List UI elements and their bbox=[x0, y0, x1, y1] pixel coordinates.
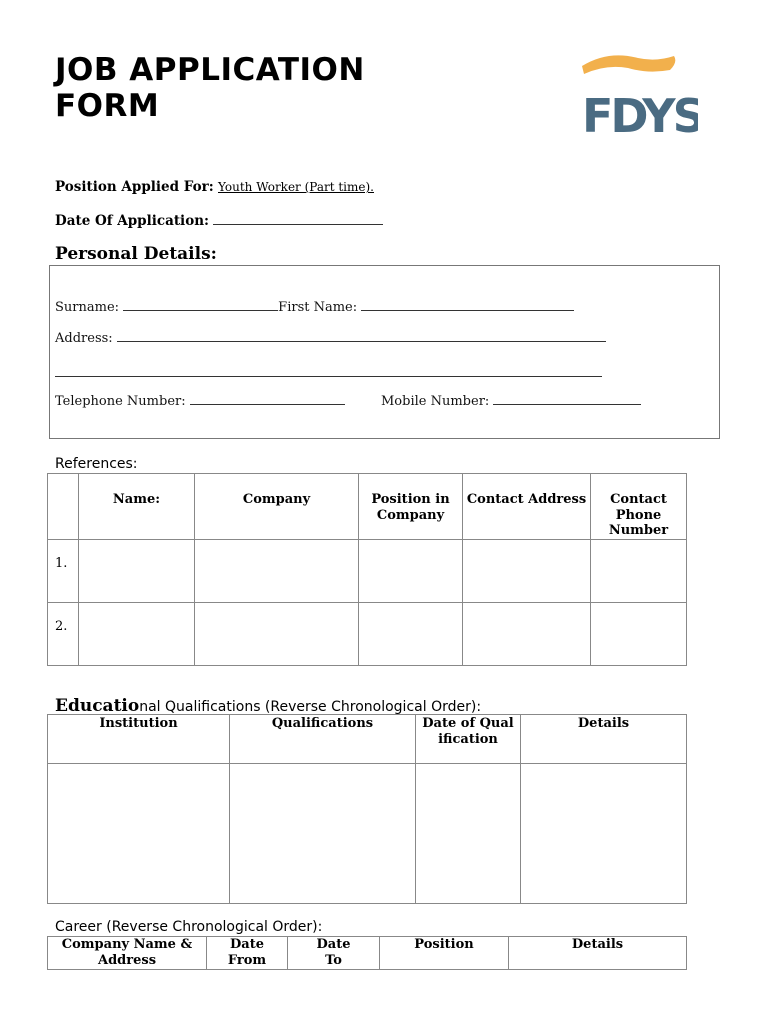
career-label: Career (Reverse Chronological Order): bbox=[55, 919, 323, 935]
references-header-position: Position in Company bbox=[359, 474, 463, 540]
references-table bbox=[47, 473, 687, 666]
mobile-input-line[interactable] bbox=[493, 392, 641, 405]
references-header-phone: Contact Phone Number bbox=[591, 474, 687, 540]
surname-input-line[interactable] bbox=[123, 298, 278, 311]
reference-2-phone-cell[interactable] bbox=[591, 602, 687, 665]
surname-label: Surname: bbox=[55, 300, 120, 315]
education-date-cell[interactable] bbox=[416, 764, 521, 904]
date-label: Date Of Application: bbox=[55, 213, 209, 229]
reference-2-position-cell[interactable] bbox=[359, 602, 463, 665]
education-table bbox=[47, 714, 687, 904]
education-header-institution: Institution bbox=[48, 715, 230, 764]
date-input-line[interactable] bbox=[213, 212, 383, 225]
references-header-number bbox=[48, 474, 79, 540]
education-header-row bbox=[48, 715, 687, 764]
position-label: Position Applied For: bbox=[55, 179, 214, 195]
career-header-details: Details bbox=[509, 937, 687, 970]
references-header-address: Contact Address bbox=[463, 474, 591, 540]
telephone-label: Telephone Number: bbox=[55, 394, 186, 409]
telephone-row bbox=[55, 392, 345, 409]
education-heading bbox=[55, 696, 481, 716]
career-header-position: Position bbox=[380, 937, 509, 970]
education-qualifications-cell[interactable] bbox=[230, 764, 416, 904]
telephone-input-line[interactable] bbox=[190, 392, 345, 405]
education-header-date: Date of Qualification bbox=[416, 715, 521, 764]
career-header-date-from: Date From bbox=[207, 937, 288, 970]
table-row bbox=[48, 539, 687, 602]
references-label: References: bbox=[55, 456, 138, 472]
title-line-1: JOB APPLICATION bbox=[55, 52, 365, 88]
table-row bbox=[48, 602, 687, 665]
name-row bbox=[55, 298, 574, 315]
personal-details-box bbox=[49, 265, 720, 439]
education-heading-bold: Educatio bbox=[55, 696, 140, 716]
reference-2-name-cell[interactable] bbox=[79, 602, 195, 665]
career-table bbox=[47, 936, 687, 970]
logo-graphic bbox=[578, 52, 698, 142]
address-input-line-1[interactable] bbox=[117, 329, 606, 342]
reference-1-position-cell[interactable] bbox=[359, 539, 463, 602]
references-header-company: Company bbox=[195, 474, 359, 540]
title-line-2: FORM bbox=[55, 88, 160, 124]
position-field bbox=[55, 179, 374, 195]
reference-2-company-cell[interactable] bbox=[195, 602, 359, 665]
reference-row-number: 2. bbox=[48, 602, 79, 665]
career-header-row bbox=[48, 937, 687, 970]
logo-text: FDYS bbox=[582, 89, 698, 142]
fdys-logo bbox=[578, 52, 698, 142]
education-header-qualifications: Qualifications bbox=[230, 715, 416, 764]
career-header-company: Company Name & Address bbox=[48, 937, 207, 970]
address-input-line-2[interactable] bbox=[55, 364, 602, 377]
page-title bbox=[55, 52, 365, 124]
references-header-name: Name: bbox=[79, 474, 195, 540]
education-institution-cell[interactable] bbox=[48, 764, 230, 904]
table-row bbox=[48, 764, 687, 904]
education-heading-rest: nal Qualifications (Reverse Chronological Order): bbox=[139, 699, 482, 715]
reference-1-address-cell[interactable] bbox=[463, 539, 591, 602]
career-header-date-to: Date To bbox=[288, 937, 380, 970]
address-row bbox=[55, 329, 606, 346]
reference-1-phone-cell[interactable] bbox=[591, 539, 687, 602]
position-value[interactable]: Youth Worker (Part time). bbox=[218, 180, 374, 194]
reference-1-name-cell[interactable] bbox=[79, 539, 195, 602]
reference-row-number: 1. bbox=[48, 539, 79, 602]
education-header-details: Details bbox=[521, 715, 687, 764]
mobile-row bbox=[381, 392, 641, 409]
references-header-row bbox=[48, 474, 687, 540]
address-label: Address: bbox=[55, 331, 113, 346]
date-field bbox=[55, 212, 383, 229]
reference-2-address-cell[interactable] bbox=[463, 602, 591, 665]
first-name-label: First Name: bbox=[278, 300, 358, 315]
education-details-cell[interactable] bbox=[521, 764, 687, 904]
personal-details-heading: Personal Details: bbox=[55, 244, 217, 264]
first-name-input-line[interactable] bbox=[361, 298, 574, 311]
mobile-label: Mobile Number: bbox=[381, 394, 490, 409]
reference-1-company-cell[interactable] bbox=[195, 539, 359, 602]
